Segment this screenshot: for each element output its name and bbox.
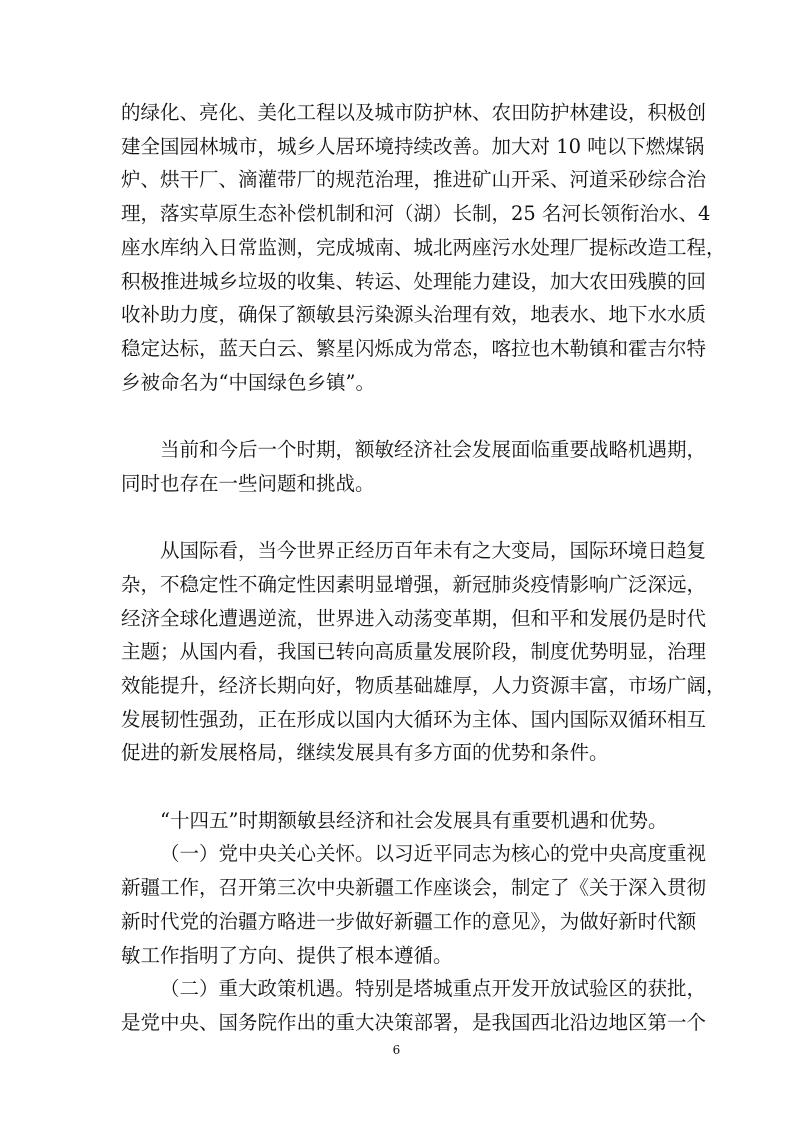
paragraph-line: 当前和今后一个时期，额敏经济社会发展面临重要战略机遇期， <box>160 438 707 461</box>
paragraph-line: 新时代党的治疆方略进一步做好新疆工作的意见》，为做好新时代额 <box>121 910 697 933</box>
paragraph-line: 同时也存在一些问题和挑战。 <box>121 472 375 495</box>
paragraph-line: 敏工作指明了方向、提供了根本遵循。 <box>121 944 453 967</box>
paragraph-line: 建全国园林城市，城乡人居环境持续改善。加大对 10 吨以下燃煤锅 <box>121 135 705 158</box>
paragraph-line: 杂，不稳定性不确定性因素明显增强，新冠肺炎疫情影响广泛深远， <box>121 573 707 596</box>
paragraph-line: 乡被命名为“中国绿色乡镇”。 <box>121 371 375 394</box>
paragraph-line: 效能提升，经济长期向好，物质基础雄厚，人力资源丰富，市场广阔， <box>121 674 726 697</box>
paragraph-line: 积极推进城乡垃圾的收集、转运、处理能力建设，加大农田残膜的回 <box>121 270 707 293</box>
paragraph-line: 的绿化、亮化、美化工程以及城市防护林、农田防护林建设，积极创 <box>121 101 707 124</box>
paragraph-line: 是党中央、国务院作出的重大决策部署，是我国西北沿边地区第一个 <box>121 1011 707 1034</box>
page-number: 6 <box>392 1043 401 1057</box>
paragraph-line: 理，落实草原生态补偿机制和河（湖）长制，25 名河长领衔治水、4 <box>121 202 711 225</box>
paragraph-line: “十四五”时期额敏县经济和社会发展具有重要机遇和优势。 <box>160 809 668 832</box>
paragraph-line: 促进的新发展格局，继续发展具有多方面的优势和条件。 <box>121 741 609 764</box>
paragraph-line: 经济全球化遭遇逆流，世界进入动荡变革期，但和平和发展仍是时代 <box>121 607 707 630</box>
paragraph-line: （二）重大政策机遇。特别是塔城重点开发开放试验区的获批， <box>160 977 707 1000</box>
paragraph-line: （一）党中央关心关怀。以习近平同志为核心的党中央高度重视 <box>160 842 707 865</box>
paragraph-line: 主题；从国内看，我国已转向高质量发展阶段，制度优势明显，治理 <box>121 640 707 663</box>
paragraph-line: 稳定达标，蓝天白云、繁星闪烁成为常态，喀拉也木勒镇和霍吉尔特 <box>121 337 707 360</box>
paragraph-line: 炉、烘干厂、滴灌带厂的规范治理，推进矿山开采、河道采砂综合治 <box>121 168 707 191</box>
paragraph-line: 收补助力度，确保了额敏县污染源头治理有效，地表水、地下水水质 <box>121 303 707 326</box>
paragraph-line: 从国际看，当今世界正经历百年未有之大变局，国际环境日趋复 <box>160 539 707 562</box>
paragraph-line: 发展韧性强劲，正在形成以国内大循环为主体、国内国际双循环相互 <box>121 708 707 731</box>
paragraph-line: 座水库纳入日常监测，完成城南、城北两座污水处理厂提标改造工程， <box>121 236 726 259</box>
paragraph-line: 新疆工作，召开第三次中央新疆工作座谈会，制定了《关于深入贯彻 <box>121 876 707 899</box>
